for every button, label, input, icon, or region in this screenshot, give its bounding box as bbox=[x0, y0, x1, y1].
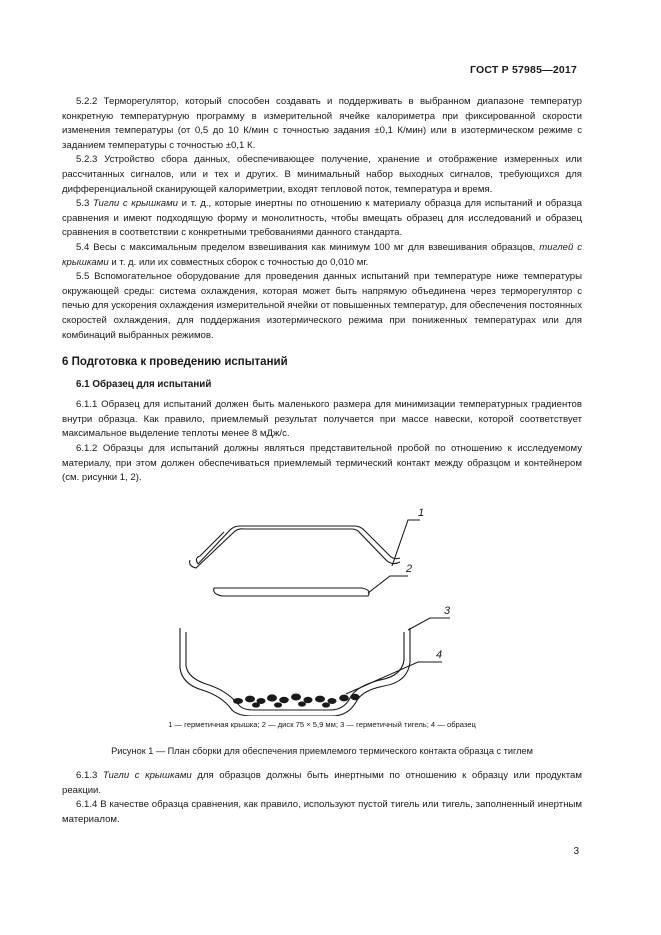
paragraph-p55: 5.5 Вспомогательное оборудование для проведения данных испытаний при температуре ниже температуры окружающей среды: система охлаждения, которая может быть напрямую объединена через терморегулятор с печью для ускорения охлаждения измерительной ячейки от повышенных температур, для обеспечения постоянных скоростей охлаждения, для поддержания изотермического режима при пониженных температурах или для комбинаций выбранных режимов. bbox=[62, 271, 582, 341]
paragraph-p614: 6.1.4 В качестве образца сравнения, как правило, используют пустой тигель или тигель, заполненный инертным материалом. bbox=[62, 799, 582, 825]
paragraphs-bottom bbox=[62, 769, 582, 827]
section-title: 6 Подготовка к проведению испытаний bbox=[62, 356, 288, 369]
figure-1 bbox=[62, 496, 582, 716]
disc-shape bbox=[214, 588, 369, 596]
paragraph-p53: 5.3 Тигли с крышками и т. д., которые инертны по отношению к материалу образца для испытаний и образца сравнения и имеют подходящую форму и монолитность, чтобы вмещать образец для исследований и образец сравнения в соответствии с конкретными требованиями данного стандарта. bbox=[62, 198, 582, 239]
figure-caption: Рисунок 1 — План сборки для обеспечения приемлемого термического контакта образца с тиглем bbox=[111, 746, 533, 757]
callout-2: 2 bbox=[406, 562, 413, 575]
lid-shape bbox=[190, 526, 400, 568]
paragraph-p522: 5.2.2 Терморегулятор, который способен создавать и поддерживать в выбранном диапазоне температур конкретную температурную программу в измерительной ячейке калориметра при фиксированной скорости изменения температуры (от 0,5 до 10 К/мин с точностью задания ±0,1 К/мин) или в изотермическом режиме с заданием температуры с точностью ±0,1 К. bbox=[62, 96, 582, 151]
crucible-shape bbox=[180, 628, 410, 716]
page-number: 3 bbox=[573, 846, 579, 857]
callout-leader-4 bbox=[346, 662, 442, 694]
paragraph-p54: 5.4 Весы с максимальным пределом взвешивания как минимум 100 мг для взвешивания образцов, тиглей с крышками и т. д. или их совместных сборок с точностью до 0,010 мг. bbox=[62, 241, 582, 268]
paragraph-p613: 6.1.3 Тигли с крышками для образцов должны быть инертными по отношению к образцу или продуктам реакции. bbox=[62, 770, 582, 796]
callout-leader-2 bbox=[368, 576, 408, 593]
callout-3: 3 bbox=[444, 604, 451, 617]
document-header: ГОСТ Р 57985—2017 bbox=[469, 64, 577, 76]
subsection-title: 6.1 Образец для испытаний bbox=[76, 378, 212, 390]
sample-granules bbox=[233, 693, 360, 707]
figure-legend: 1 — герметичная крышка; 2 — диск 75 × 5,9 мм; 3 — герметичный тигель; 4 — образец bbox=[168, 719, 476, 729]
paragraph-p611: 6.1.1 Образец для испытаний должен быть маленького размера для минимизации температурных градиентов внутри образца. Как правило, приемлемый результат получается при массе навески, которой соответствует максимальное выделение теплоты менее 8 мДж/с. bbox=[62, 399, 582, 440]
crucible-assembly-diagram bbox=[62, 496, 582, 716]
paragraphs-mid bbox=[62, 398, 582, 486]
callout-1: 1 bbox=[418, 506, 425, 519]
callout-4: 4 bbox=[436, 648, 443, 661]
paragraph-p612: 6.1.2 Образцы для испытаний должны являться представительной пробой по отношению к исследуемому материалу, при этом должен обеспечиваться приемлемый термический контакт между образцом и контейнером (см. рисунки 1, 2). bbox=[62, 443, 582, 484]
paragraphs-top bbox=[62, 95, 582, 343]
callout-leader-3 bbox=[408, 618, 450, 630]
page-content bbox=[62, 95, 582, 827]
paragraph-p523: 5.2.3 Устройство сбора данных, обеспечивающее получение, хранение и отображение измеренных или рассчитанных сигналов, или и тех и других. В минимальный набор выходных сигналов, требующихся для дифференциальной сканирующей калориметрии, входят тепловой поток, температура и время. bbox=[62, 154, 582, 195]
